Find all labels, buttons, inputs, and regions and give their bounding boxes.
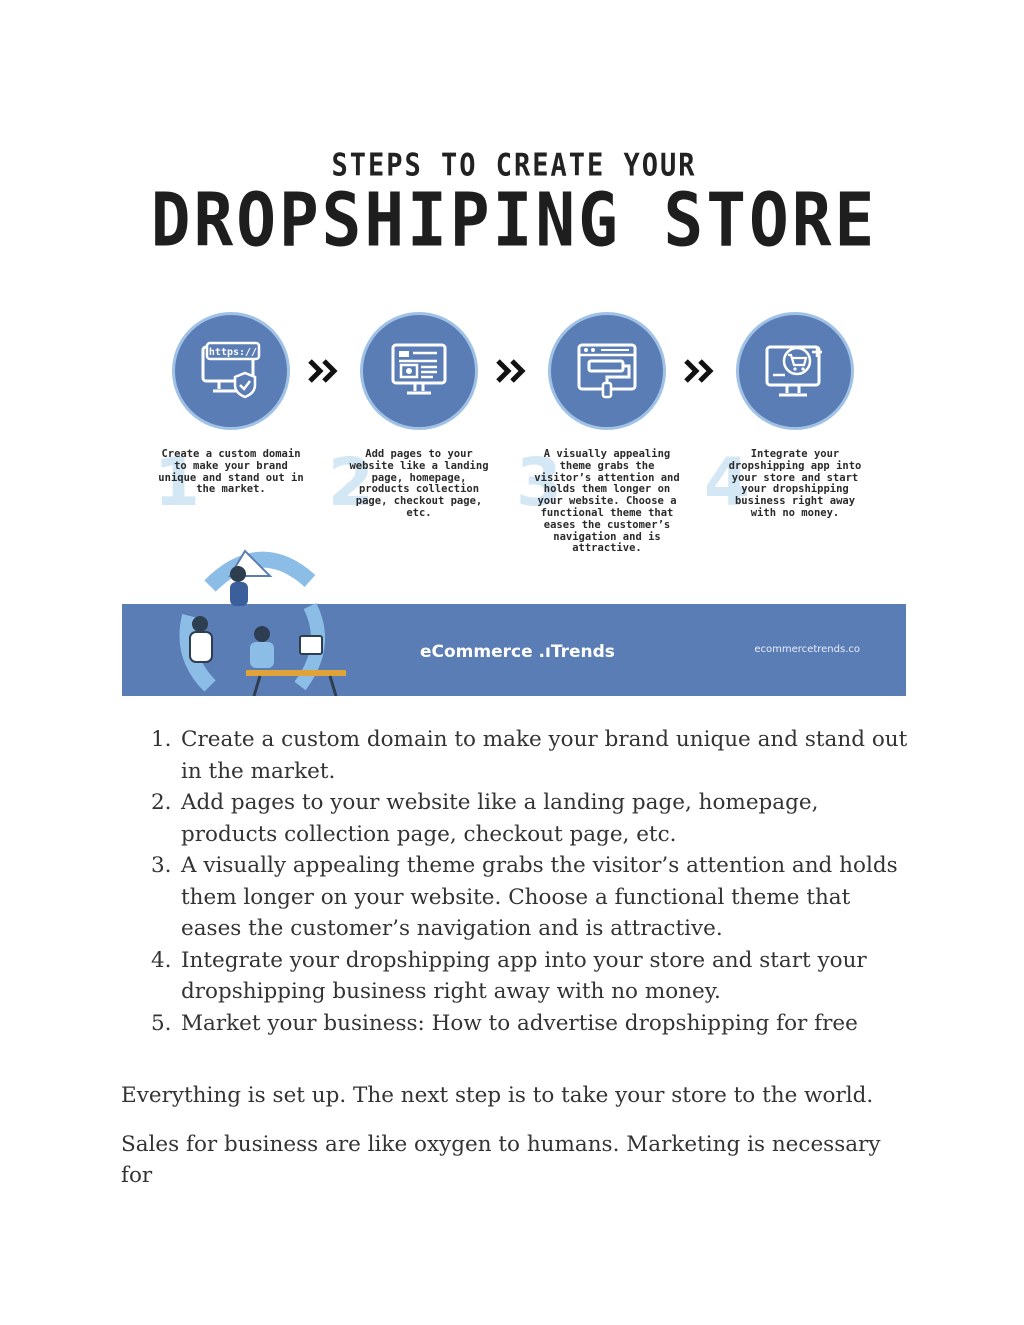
- infographic-subtitle: STEPS TO CREATE YOUR: [331, 147, 697, 184]
- infographic-title: DROPSHIPING STORE: [150, 177, 878, 264]
- list-item-text: Market your business: How to advertise dropshipping for free: [181, 1010, 858, 1036]
- brand-logo: eCommerce .ıTrends: [420, 642, 615, 662]
- step-3-number: 3: [516, 444, 562, 521]
- chevron-right-icon: [308, 358, 342, 384]
- list-item: [121, 850, 911, 945]
- list-item-number: 4.: [151, 947, 172, 973]
- step-3-text: A visually appealing theme grabs the visitor’s attention and holds them longer on your website. Choose a functional theme that eases the customer’s navigation and is attractive.: [534, 448, 680, 555]
- step-2-text: Add pages to your website like a landing page, homepage, products collection page, checkout page, etc.: [349, 448, 489, 519]
- list-item-number: 1.: [151, 727, 172, 752]
- cart-app-icon: [763, 339, 827, 403]
- webpage-icon: [387, 339, 451, 403]
- paragraph: Everything is set up. The next step is to take your store to the world.: [121, 1083, 874, 1108]
- list-item-text: A visually appealing theme grabs the visitor’s attention and holds them longer on your website. Choose a functional theme that eases the customer’s navigation and is attractive.: [181, 853, 898, 941]
- step-4-number: 4: [704, 444, 750, 521]
- chevron-right-icon: [684, 358, 718, 384]
- step-2-circle: [360, 312, 478, 430]
- dropshipping-infographic: [122, 128, 906, 696]
- list-item-text: Integrate your dropshipping app into your store and start your dropshipping business right away with no money.: [181, 947, 867, 1004]
- paint-roller-theme-icon: [575, 339, 639, 403]
- list-item-text: Add pages to your website like a landing page, homepage, products collection page, checkout page, etc.: [181, 790, 819, 847]
- https-domain-icon: [199, 339, 263, 403]
- list-item-text: Create a custom domain to make your brand unique and stand out in the market.: [181, 727, 908, 784]
- list-item-number: 5.: [151, 1010, 172, 1036]
- step-1-circle: [172, 312, 290, 430]
- step-4-circle: [736, 312, 854, 430]
- step-1-number: 1: [154, 444, 200, 521]
- list-item: [121, 787, 911, 850]
- step-1-text: Create a custom domain to make your brand unique and stand out in the market.: [158, 448, 304, 496]
- step-2-number: 2: [328, 444, 374, 521]
- site-url: ecommercetrends.co: [754, 644, 860, 655]
- https-icon-label: https://: [208, 347, 258, 358]
- steps-list: [121, 724, 911, 1039]
- team-illustration: [150, 546, 350, 696]
- step-4-text: Integrate your dropshipping app into your store and start your dropshipping business right away with no money.: [728, 448, 862, 519]
- paragraph: Sales for business are like oxygen to humans. Marketing is necessary for: [121, 1132, 881, 1188]
- step-3-circle: [548, 312, 666, 430]
- list-item-number: 3.: [151, 853, 172, 878]
- list-item: [121, 945, 911, 1008]
- list-item: [121, 724, 911, 787]
- list-item: [121, 1008, 911, 1040]
- list-item-number: 2.: [151, 790, 172, 815]
- chevron-right-icon: [496, 358, 530, 384]
